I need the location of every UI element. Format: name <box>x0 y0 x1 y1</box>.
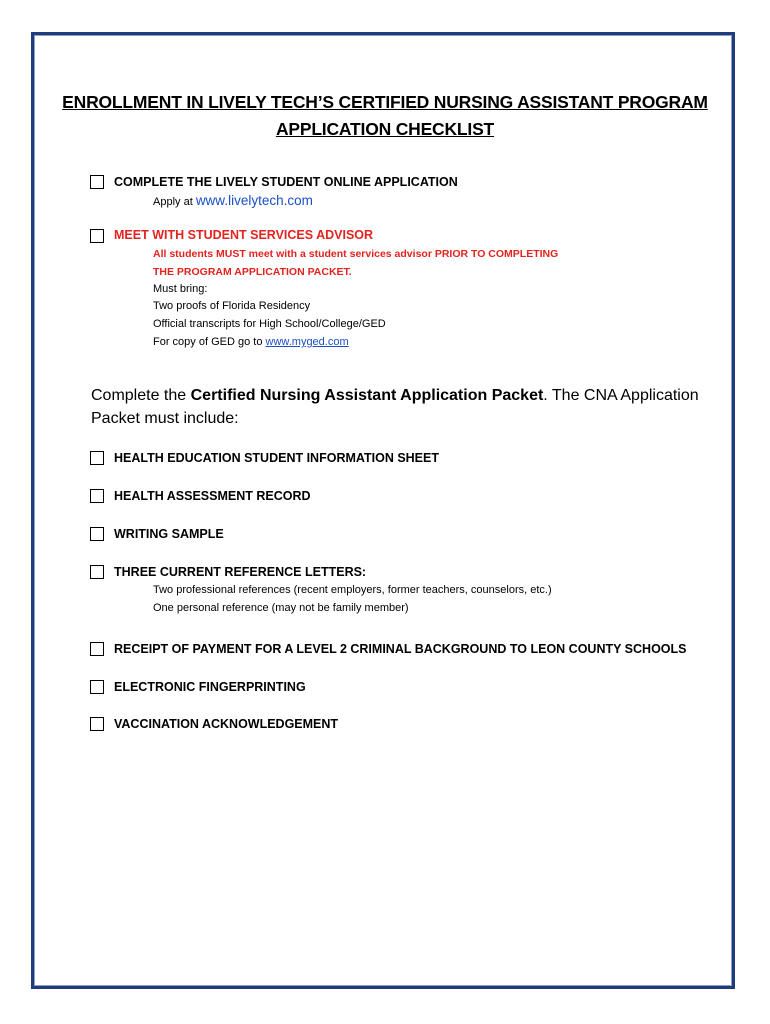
checkbox-references[interactable] <box>90 565 104 579</box>
item-advisor: MEET WITH STUDENT SERVICES ADVISOR <box>114 228 374 242</box>
item-online-application: COMPLETE THE LIVELY STUDENT ONLINE APPLICATION <box>114 175 458 189</box>
ged-prefix: For copy of GED go to <box>153 336 263 348</box>
packet-intro-suffix: . The CNA Application Packet must include: <box>91 387 699 427</box>
ged-line <box>153 336 349 348</box>
references-personal: One personal reference (may not be family member) <box>153 602 409 614</box>
checkbox-health-info[interactable] <box>90 451 104 465</box>
item-payment: RECEIPT OF PAYMENT FOR A LEVEL 2 CRIMINAL BACKGROUND TO LEON COUNTY SCHOOLS <box>114 642 687 656</box>
livelytech-link[interactable]: www.livelytech.com <box>195 193 313 208</box>
bring-item-residency: Two proofs of Florida Residency <box>153 300 311 312</box>
page-title-line2: APPLICATION CHECKLIST <box>275 119 495 139</box>
checkbox-health-assessment[interactable] <box>90 489 104 503</box>
item-references: THREE CURRENT REFERENCE LETTERS: <box>114 565 367 579</box>
item-writing-sample: WRITING SAMPLE <box>114 527 224 541</box>
bring-item-transcripts: Official transcripts for High School/College/GED <box>153 318 386 330</box>
checkbox-fingerprinting[interactable] <box>90 680 104 694</box>
checkbox-vaccination[interactable] <box>90 717 104 731</box>
page-title-line1: ENROLLMENT IN LIVELY TECH’S CERTIFIED NURSING ASSISTANT PROGRAM <box>62 92 708 112</box>
advisor-warning-line2: THE PROGRAM APPLICATION PACKET. <box>153 266 352 278</box>
checkbox-writing-sample[interactable] <box>90 527 104 541</box>
packet-intro-prefix: Complete the <box>91 387 187 404</box>
packet-intro <box>91 384 711 430</box>
item-health-info: HEALTH EDUCATION STUDENT INFORMATION SHEET <box>114 451 439 465</box>
advisor-warning-line1: All students MUST meet with a student services advisor PRIOR TO COMPLETING <box>153 248 559 260</box>
must-bring-label: Must bring: <box>153 283 208 295</box>
references-professional: Two professional references (recent employers, former teachers, counselors, etc.) <box>153 584 552 596</box>
apply-line <box>153 193 313 208</box>
myged-link[interactable]: www.myged.com <box>265 336 349 348</box>
checkbox-payment[interactable] <box>90 642 104 656</box>
checkbox-online-application[interactable] <box>90 175 104 189</box>
packet-intro-bold: Certified Nursing Assistant Application Packet <box>190 387 544 404</box>
checkbox-advisor[interactable] <box>90 229 104 243</box>
apply-prefix: Apply at <box>153 196 193 208</box>
item-fingerprinting: ELECTRONIC FINGERPRINTING <box>114 680 306 694</box>
item-vaccination: VACCINATION ACKNOWLEDGEMENT <box>114 717 339 731</box>
item-health-assessment: HEALTH ASSESSMENT RECORD <box>114 489 311 503</box>
